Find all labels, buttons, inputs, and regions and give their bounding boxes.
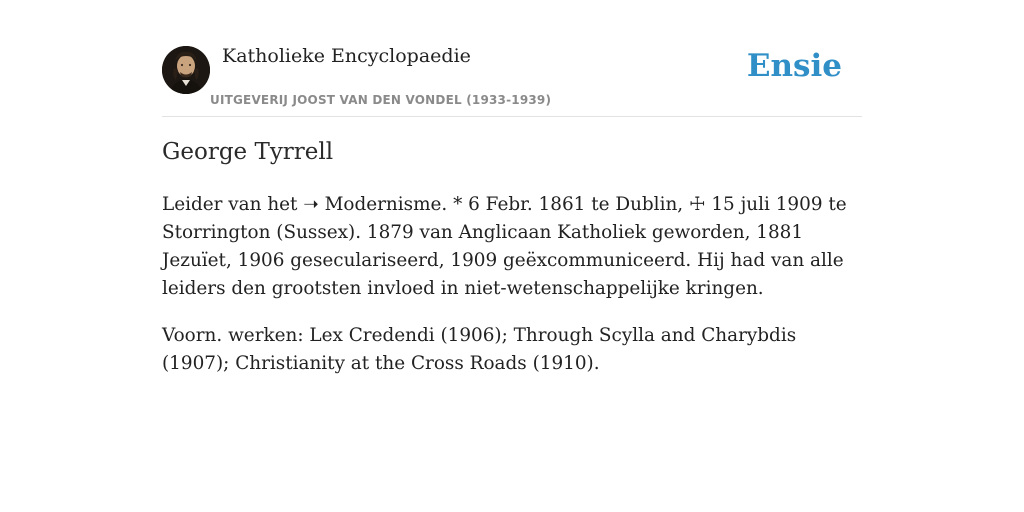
paragraph-text: Leider van het — [162, 194, 304, 215]
author-portrait-icon[interactable] — [162, 46, 210, 94]
article-body — [162, 191, 862, 397]
works-paragraph: Voorn. werken: Lex Credendi (1906); Through Scylla and Charybdis (1907); Christianity at the Cross Roads (1910). — [162, 325, 797, 374]
link-label: Modernisme — [324, 194, 442, 215]
paragraph-text: . * 6 Febr. 1861 te Dublin, ☩ 15 juli 1909 te Storrington (Sussex). 1879 van Anglicaan Katholiek geworden, 1881 Jezuïet, 1906 geseculariseerd, 1909 geëxcommuniceerd. Hij had van alle leiders den grootsten invloed in niet-wetenschappelijke kringen. — [162, 194, 847, 299]
arrow-right-icon: ➝ — [303, 194, 319, 215]
modernisme-link[interactable] — [303, 194, 441, 215]
publisher-label: UITGEVERIJ JOOST VAN DEN VONDEL (1933-1939) — [210, 93, 552, 107]
article-paragraph — [162, 191, 862, 303]
encyclopedia-title[interactable]: Katholieke Encyclopaedie — [222, 45, 471, 67]
encyclopedia-header — [162, 40, 862, 117]
ensie-logo-link[interactable]: Ensie — [746, 48, 842, 84]
article-title: George Tyrrell — [162, 139, 334, 165]
